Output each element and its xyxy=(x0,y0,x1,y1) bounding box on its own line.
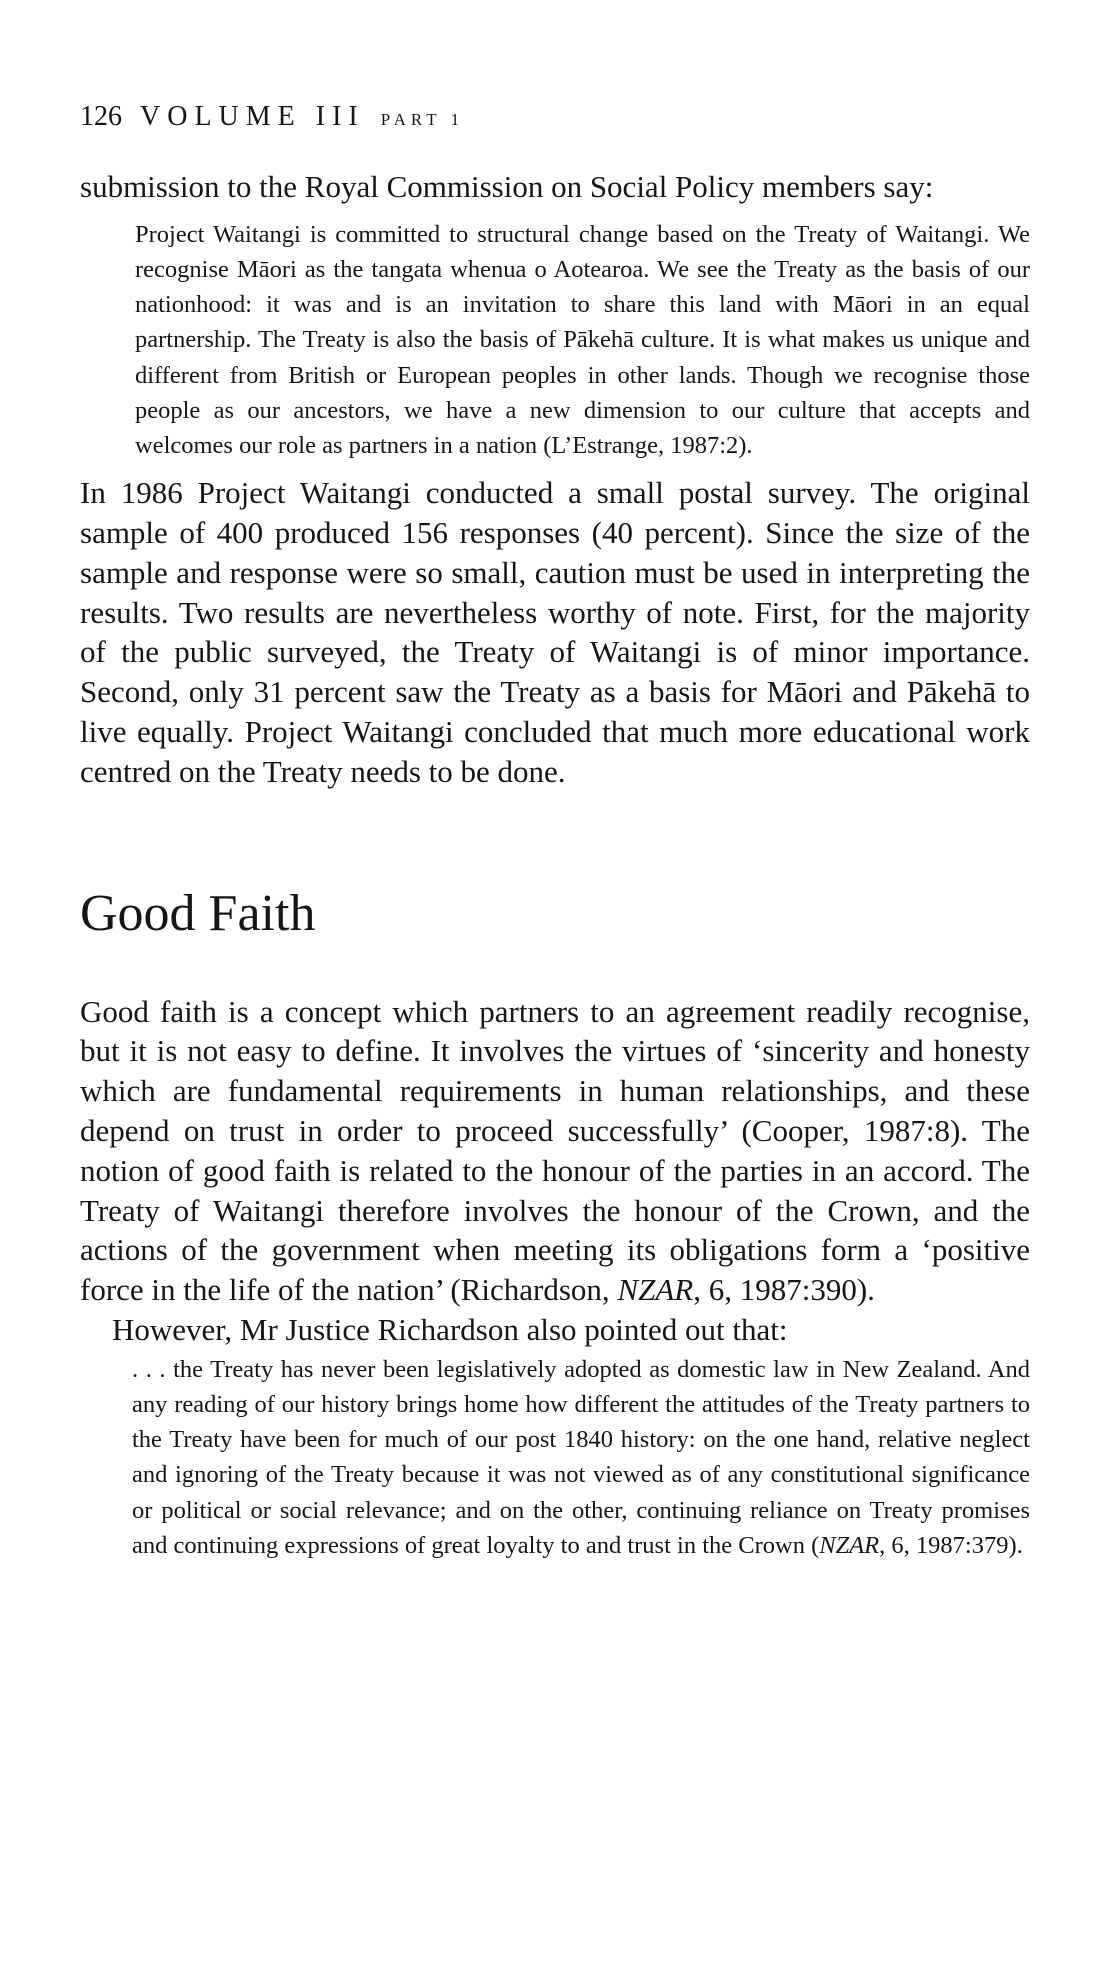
title-spacer xyxy=(80,944,1030,992)
page xyxy=(80,100,1030,1573)
running-header xyxy=(80,100,1030,137)
good-faith-text: Good faith is a concept which partners to an agreement readily recognise, but it is not easy to define. It involves the virtues of ‘sincerity and honesty which are fundamental requirements in human relationships, and these depend on trust in order to proceed successfully’ (Cooper, 1987:8). The notion of good faith is related to the honour of the parties in an accord. The Treaty of Waitangi therefore involves the honour of the Crown, and the actions of the government when meeting its obligations form a ‘positive force in the life of the nation’ (Richardson, xyxy=(80,993,1030,1308)
block-quote-richardson xyxy=(132,1352,1030,1563)
quote-citation-journal: NZAR xyxy=(819,1531,880,1559)
citation-details: , 6, 1987:390). xyxy=(693,1272,875,1308)
intro-paragraph: submission to the Royal Commission on Social Policy members say: xyxy=(80,169,934,204)
volume-label: VOLUME III xyxy=(140,101,365,132)
good-faith-paragraph xyxy=(80,992,1030,1310)
quote-citation-details: , 6, 1987:379). xyxy=(879,1531,1023,1559)
survey-paragraph: In 1986 Project Waitangi conducted a small postal survey. The original sample of 400 produced 156 responses (40 percent). Since the size of the sample and response were so small, caution must be used in interpreting the results. Two results are nevertheless worthy of note. First, for the majority of the public surveyed, the Treaty of Waitangi is of minor importance. Second, only 31 percent saw the Treaty as a basis for Māori and Pākehā to live equally. Project Waitangi concluded that much more educational work centred on the Treaty needs to be done. xyxy=(80,475,1030,789)
citation-journal: NZAR xyxy=(617,1272,694,1308)
page-number: 126 xyxy=(80,101,122,132)
part-label: PART 1 xyxy=(380,110,465,129)
quote-text: . . . the Treaty has never been legislatively adopted as domestic law in New Zealand. And any reading of our history brings home how different the attitudes of the Treaty partners to the Treaty have been for much of our post 1840 history: on the one hand, relative neglect and ignoring of the Treaty because it was not viewed as of any constitutional significance or political or social relevance; and on the other, continuing reliance on Treaty promises and continuing expressions of great loyalty to and trust in the Crown ( xyxy=(132,1355,1030,1559)
section-title: Good Faith xyxy=(80,884,316,942)
block-quote-project-waitangi: Project Waitangi is committed to structural change based on the Treaty of Waitangi. We recognise Māori as the tangata whenua o Aotearoa. We see the Treaty as the basis of our nationhood: it was and is an invitation to share this land with Māori in an equal partnership. The Treaty is also the basis of Pākehā culture. It is what makes us unique and different from British or European peoples in other lands. Though we recognise those people as our ancestors, we have a new dimension to our culture that accepts and welcomes our role as partners in a nation (L’Estrange, 1987:2). xyxy=(135,220,1030,460)
however-paragraph: However, Mr Justice Richardson also pointed out that: xyxy=(112,1311,788,1347)
